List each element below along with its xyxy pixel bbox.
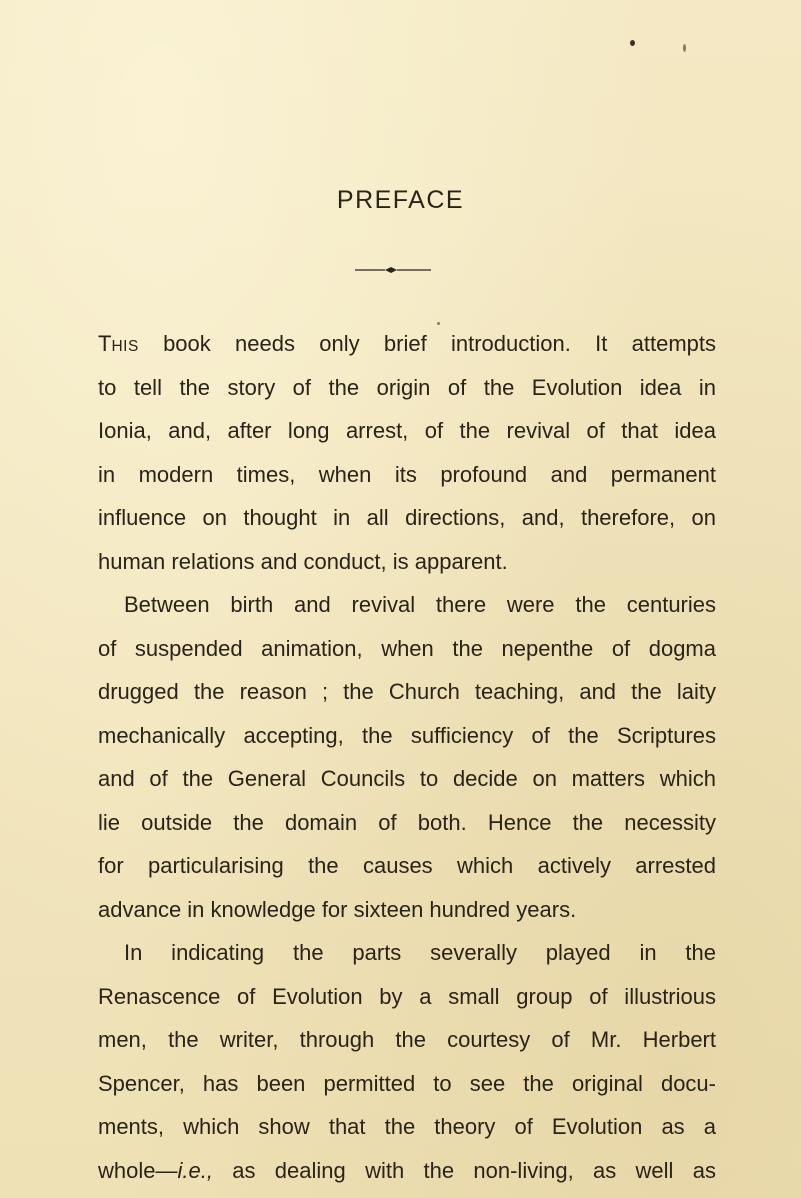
- italic-abbreviation: i.e.,: [177, 1157, 213, 1183]
- text-line: Spencer, has been permitted to see the original docu-: [98, 1070, 716, 1096]
- text-line: of suspended animation, when the nepenthe of dogma: [98, 635, 716, 661]
- text-line: drugged the reason ; the Church teaching, and the laity: [98, 679, 716, 704]
- text-line: human relations and conduct, is apparent.: [98, 548, 508, 574]
- text-line: advance in knowledge for sixteen hundred years.: [98, 896, 577, 922]
- paper-speck: [630, 40, 635, 46]
- paper-speck: [683, 44, 686, 52]
- title-rule-ornament: [355, 260, 431, 280]
- text-line: ments, which show that the theory of Evolution as a: [98, 1114, 716, 1139]
- text-line: [98, 322, 716, 366]
- text-line: and of the General Councils to decide on matters which: [98, 766, 716, 791]
- text-line: to tell the story of the origin of the Evolution idea in: [98, 374, 716, 400]
- text-line: for particularising the causes which actively arrested: [98, 853, 716, 878]
- text-line: mechanically accepting, the sufficiency of the Scriptures: [98, 722, 716, 748]
- line-rest: as dealing with the non-living, as well as: [212, 1157, 716, 1183]
- text-line: in modern times, when its profound and permanent: [98, 461, 716, 487]
- small-caps-word: HIS: [111, 338, 139, 355]
- text-line: [98, 1149, 716, 1193]
- page-title: PREFACE: [336, 186, 465, 214]
- text-line: Ionia, and, after long arrest, of the revival of that idea: [98, 418, 716, 443]
- text-line: Between birth and revival there were the centuries: [124, 592, 716, 617]
- text-line: men, the writer, through the courtesy of Mr. Herbert: [98, 1027, 716, 1052]
- text-line: lie outside the domain of both. Hence the necessity: [98, 809, 716, 835]
- drop-initial: T: [98, 331, 112, 356]
- text-line: In indicating the parts severally played in the: [124, 940, 716, 965]
- text-line: influence on thought in all directions, and, therefore, on: [98, 505, 716, 530]
- line-start: whole—: [98, 1157, 178, 1183]
- text-line: Renascence of Evolution by a small group of illustrious: [98, 983, 716, 1009]
- line-rest: book needs only brief introduction. It attempts: [138, 331, 716, 356]
- preface-body: [98, 322, 716, 1192]
